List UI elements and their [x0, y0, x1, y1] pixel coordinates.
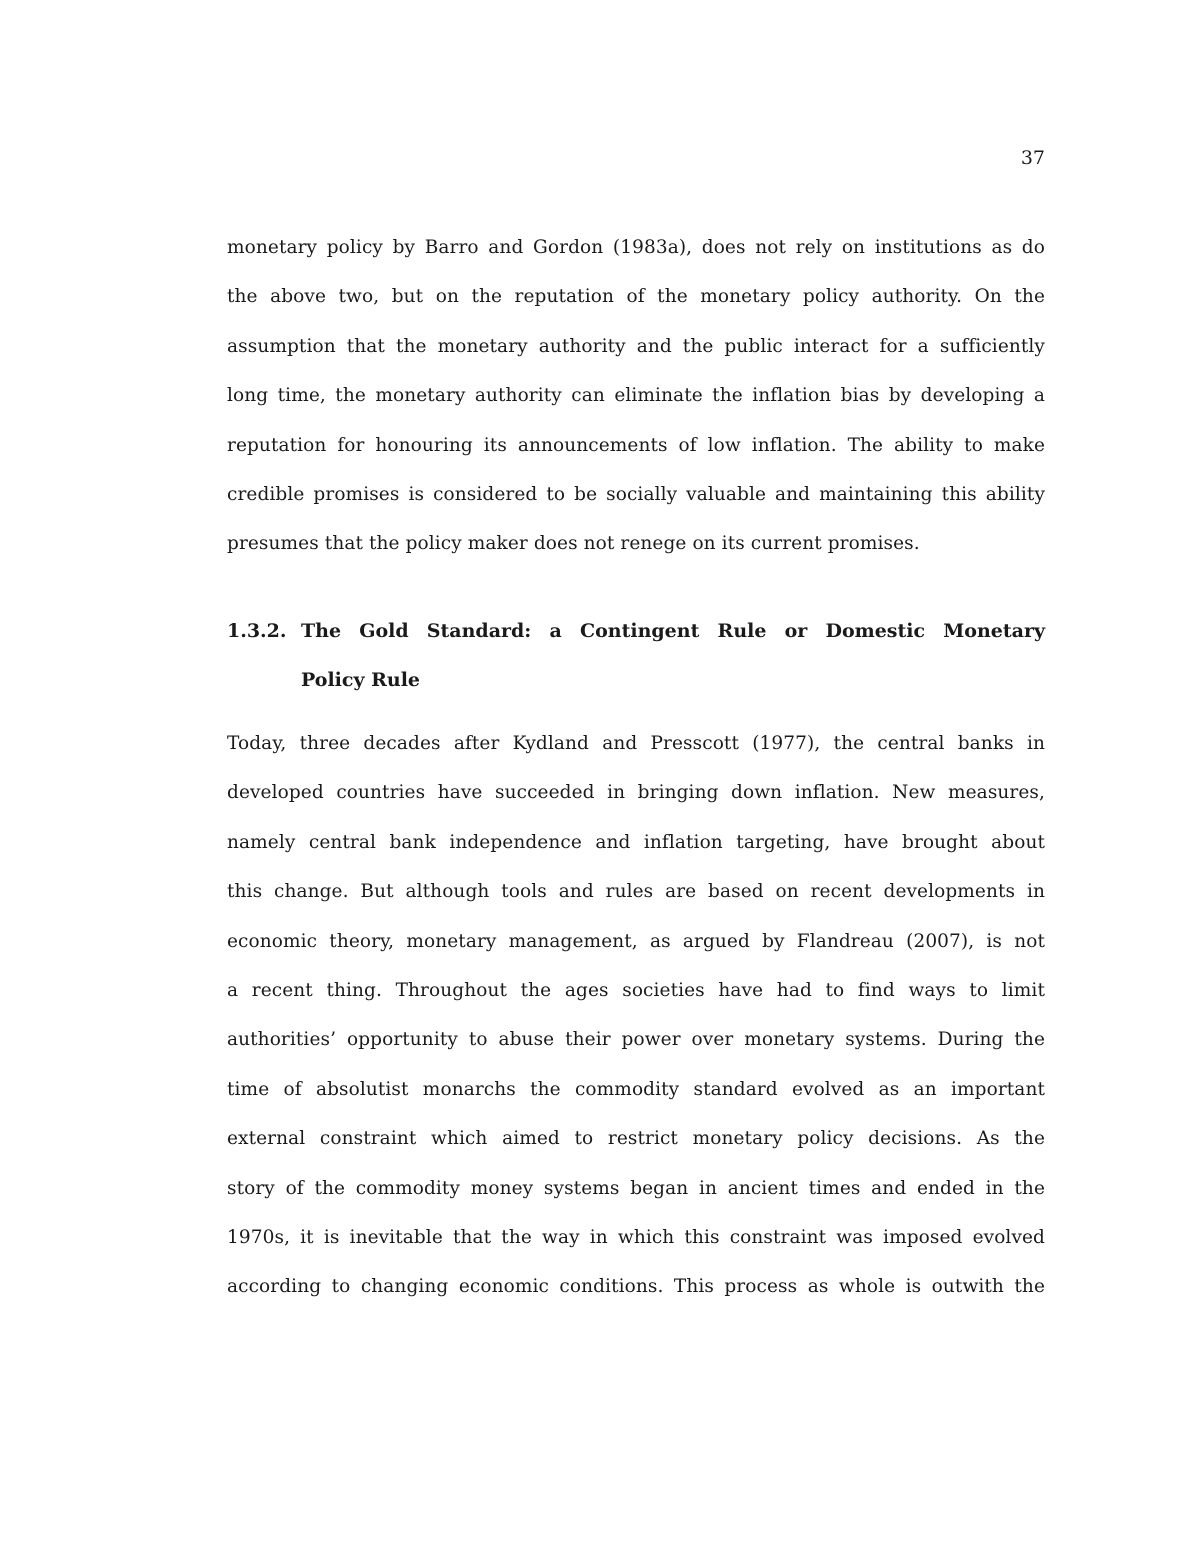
text-line: according to changing economic conditions. This process as whole is outwith the [227, 1276, 1045, 1298]
page-number: 37 [1020, 147, 1045, 169]
text-line: authorities’ opportunity to abuse their power over monetary systems. During the [227, 1029, 1045, 1051]
text-line: a recent thing. Throughout the ages societies have had to find ways to limit [227, 980, 1045, 1002]
paragraph-gold-standard [227, 719, 1045, 1312]
text-line: economic theory, monetary management, as argued by Flandreau (2007), is not [227, 930, 1045, 952]
text-line: 1970s, it is inevitable that the way in which this constraint was imposed evolved [227, 1227, 1045, 1249]
text-line: external constraint which aimed to restrict monetary policy decisions. As the [227, 1128, 1045, 1150]
paragraph-monetary-reputation [227, 223, 1045, 569]
text-line: presumes that the policy maker does not renege on its current promises. [227, 533, 920, 555]
text-line: this change. But although tools and rules are based on recent developments in [227, 881, 1045, 903]
text-line: long time, the monetary authority can eliminate the inflation bias by developing a [227, 385, 1045, 407]
text-line: story of the commodity money systems began in ancient times and ended in the [227, 1177, 1045, 1199]
text-line: the above two, but on the reputation of the monetary policy authority. On the [227, 286, 1045, 308]
text-line: assumption that the monetary authority and the public interact for a sufficiently [227, 335, 1045, 357]
text-line: Today, three decades after Kydland and Presscott (1977), the central banks in [227, 733, 1045, 754]
text-line: monetary policy by Barro and Gordon (1983a), does not rely on institutions as do [227, 237, 1045, 258]
section-number: 1.3.2. [227, 620, 287, 642]
section-title-line2: Policy Rule [301, 669, 421, 692]
text-line: reputation for honouring its announcements of low inflation. The ability to make [227, 434, 1045, 456]
text-line: time of absolutist monarchs the commodity standard evolved as an important [227, 1078, 1045, 1100]
section-heading [227, 607, 1045, 706]
text-line: credible promises is considered to be socially valuable and maintaining this ability [227, 484, 1045, 506]
text-line: namely central bank independence and inflation targeting, have brought about [227, 831, 1045, 853]
section-title-line1: The Gold Standard: a Contingent Rule or Domestic Monetary [301, 620, 1045, 642]
text-line: developed countries have succeeded in bringing down inflation. New measures, [227, 782, 1045, 804]
